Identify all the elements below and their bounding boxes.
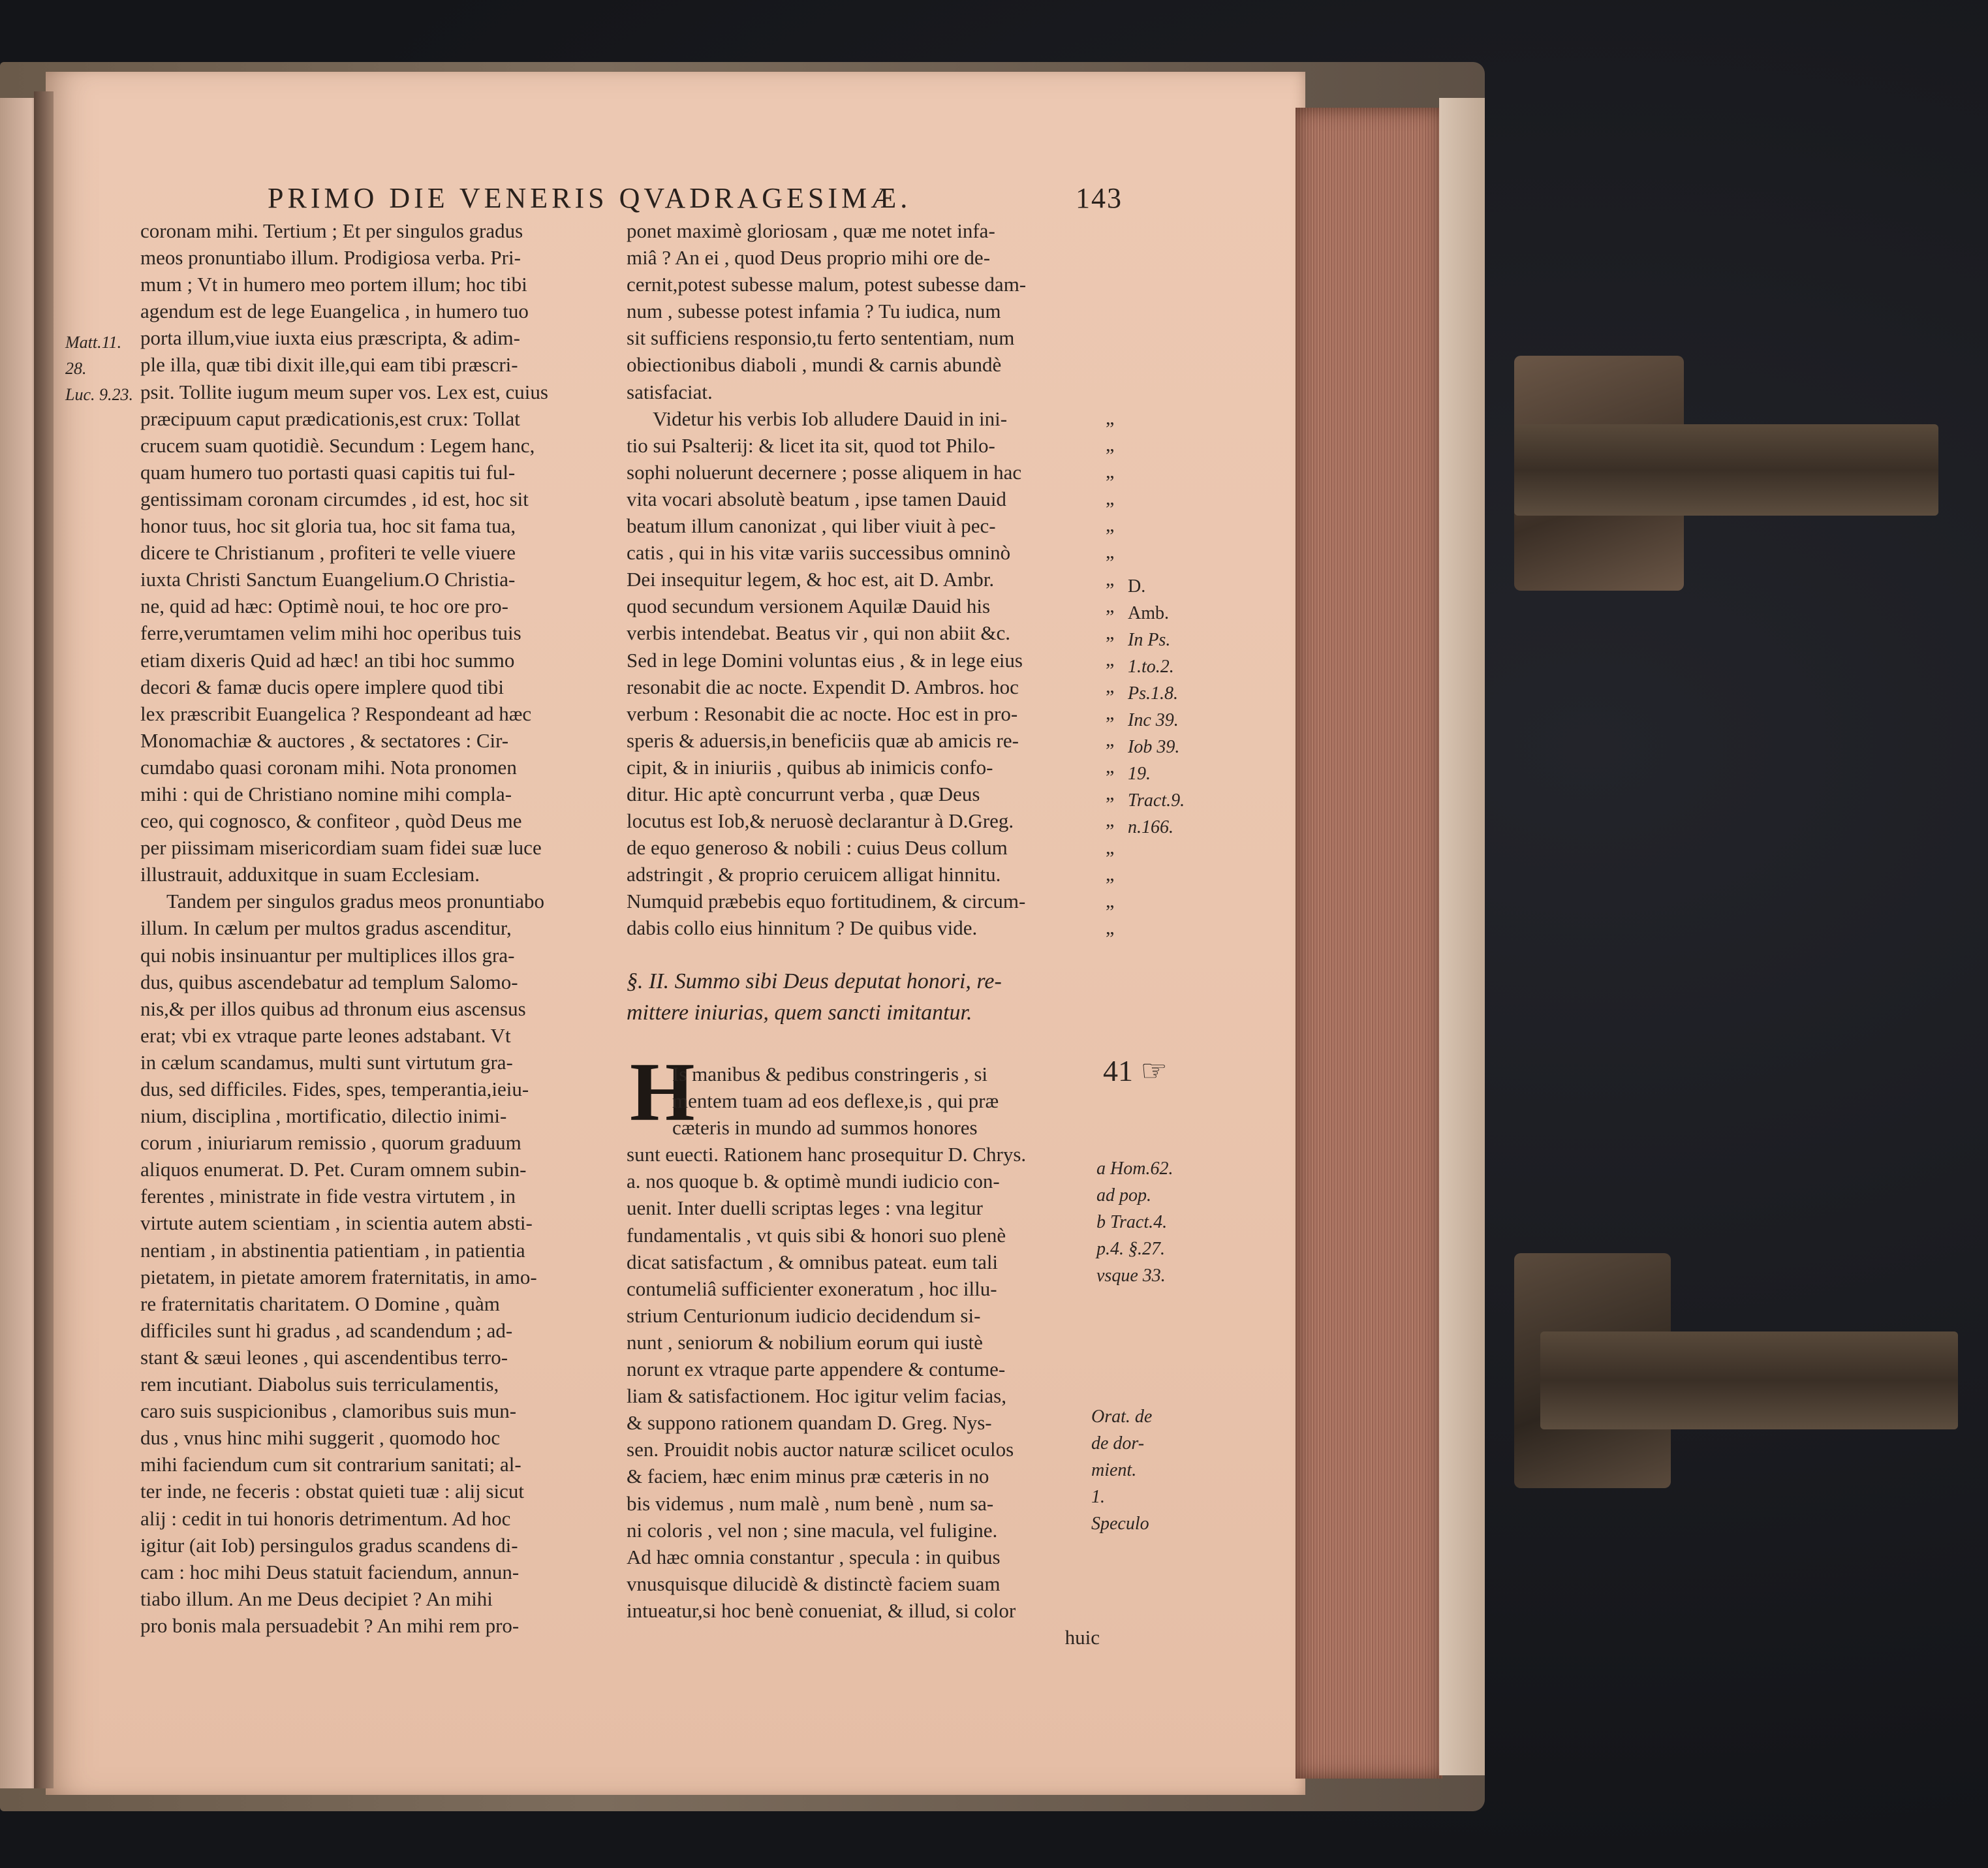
quote-mark: „ [1106, 756, 1115, 778]
quote-mark: „ [1106, 595, 1115, 617]
text-line: adstringit , & proprio ceruicem alligat hinnitu. [627, 863, 1001, 886]
text-line: obiectionibus diaboli , mundi & carnis abundè [627, 353, 1002, 377]
text-line: Ad hæc omnia constantur , specula : in quibus [627, 1545, 1001, 1568]
text-line: tio sui Psalterij: & licet ita sit, quod tot Philo- [627, 433, 995, 457]
top-clasp-bar [1514, 424, 1938, 516]
text-line: Videtur his verbis Iob alludere Dauid in ini- [653, 407, 1008, 430]
text-line: caro suis suspicionibus , clamoribus suis mun- [140, 1399, 517, 1423]
text-line: pietatem, in pietate amorem fraternitatis, in amo- [140, 1265, 537, 1288]
text-line: nis,& per illos quibus ad thronum eius ascensus [140, 997, 526, 1020]
text-line: a. nos quoque b. & optimè mundi iudicio con- [627, 1170, 1000, 1193]
text-line: catis , qui in his vitæ variis successibus omninò [627, 541, 1011, 565]
text-line: ter inde, ne feceris : obstat quieti tuæ : alij sicut [140, 1480, 524, 1503]
text-line: qui nobis insinuantur per multiplices illos gra- [140, 943, 515, 967]
text-line: cernit,potest subesse malum, potest subesse dam- [627, 273, 1027, 296]
quote-mark: „ [1106, 488, 1115, 510]
margin-note: de dor- [1091, 1433, 1145, 1454]
text-line: & faciem, hæc enim minus præ cæteris in no [627, 1465, 989, 1488]
section-heading-line2: mittere iniurias, quem sancti imitantur. [627, 1001, 972, 1025]
text-line: locutus est Iob,& neruosè declarantur à D.Greg. [627, 809, 1014, 833]
left-text-column [140, 217, 610, 1640]
text-line: iuxta Christi Sanctum Euangelium.O Christia- [140, 568, 516, 591]
running-header [268, 181, 1123, 214]
text-line: bis videmus , num malè , num benè , num sa- [627, 1491, 994, 1515]
margin-note: Ps.1.8. [1128, 683, 1178, 704]
margin-note: b Tract.4. [1096, 1212, 1168, 1232]
text-line: contumeliâ sufficienter exoneratum , hoc illu- [627, 1277, 997, 1300]
section-heading-line1: §. II. Summo sibi Deus deputat honori, re- [627, 969, 1002, 993]
text-line: stant & sæui leones , qui ascendentibus terro- [140, 1345, 508, 1369]
text-line: Sed in lege Domini voluntas eius , & in lege eius [627, 648, 1023, 672]
text-line: Is manibus & pedibus constringeris , si [672, 1063, 988, 1085]
text-line: Numquid præbebis equo fortitudinem, & circum- [627, 890, 1026, 913]
text-line: dabis collo eius hinnitum ? De quibus vide. [627, 916, 978, 940]
text-line: ceo, qui cognosco, & confiteor , quòd Deus me [140, 809, 522, 833]
text-line: cipit, & in iniuriis , quibus ab inimicis confo- [627, 755, 993, 779]
margin-note: Inc 39. [1128, 710, 1179, 730]
text-line: lex præscribit Euangelica ? Respondeant ad hæc [140, 702, 532, 725]
text-line: agendum est de lege Euangelica , in humero tuo [140, 300, 529, 323]
text-line: strium Centurionum iudicio decidendum si- [627, 1303, 981, 1327]
text-line: satisfaciat. [627, 380, 713, 403]
text-line: ferre,verumtamen velim mihi hoc operibus tuis [140, 621, 521, 645]
text-line: dicat satisfactum , & omnibus pateat. eum tali [627, 1250, 999, 1273]
quote-mark: „ [1106, 783, 1115, 805]
left-page-sliver [0, 98, 39, 1788]
text-line: virtute autem scientiam , in scientia autem absti- [140, 1211, 533, 1235]
margin-note: 28. [65, 359, 87, 378]
running-title: PRIMO DIE VENERIS QVADRAGESIMÆ. [268, 182, 912, 214]
quote-mark: „ [1106, 863, 1115, 885]
text-line: illustrauit, adduxitque in suam Ecclesiam. [140, 863, 480, 886]
section-heading [627, 966, 1110, 1029]
quote-mark: „ [1106, 729, 1115, 751]
right-margin-notes-top [1128, 573, 1213, 841]
text-line: mum ; Vt in humero meo portem illum; hoc tibi [140, 273, 527, 296]
text-line: dus, quibus ascendebatur ad templum Salomo- [140, 970, 518, 993]
drop-cap: H [630, 1046, 695, 1138]
text-line: norunt ex vtraque parte appendere & contume- [627, 1358, 1006, 1381]
text-line: Tandem per singulos gradus meos pronuntiabo [166, 890, 544, 913]
text-line: difficiles sunt hi gradus , ad scandendum ; ad- [140, 1318, 513, 1342]
quote-mark: „ [1106, 916, 1115, 939]
text-line: vita vocari absolutè beatum , ipse tamen Dauid [627, 487, 1006, 510]
margin-note: Luc. 9.23. [65, 385, 133, 404]
text-line: porta illum,viue iuxta eius præscripta, & adim- [140, 326, 520, 350]
text-line: nunt , seniorum & nobilium eorum qui iustè [627, 1330, 983, 1354]
text-line: liam & satisfactionem. Hoc igitur velim facias, [627, 1384, 1006, 1408]
text-line: cam : hoc mihi Deus statuit faciendum, annun- [140, 1560, 520, 1583]
quote-mark: „ [1106, 407, 1115, 429]
quote-mark: „ [1106, 702, 1115, 724]
text-line: verbum : Resonabit die ac nocte. Hoc est in pro- [627, 702, 1018, 725]
text-line: crucem suam quotidiè. Secundum : Legem hanc, [140, 433, 535, 457]
text-line: verbis intendebat. Beatus vir , qui non abiit &c. [627, 621, 1011, 645]
text-line: vnusquisque dilucidè & distinctè faciem suam [627, 1572, 1001, 1595]
text-line: dus , vnus hinc mihi suggerit , quomodo hoc [140, 1426, 501, 1450]
text-line: miâ ? An ei , quod Deus proprio mihi ore de- [627, 246, 991, 270]
text-line: cæteris in mundo ad summos honores [672, 1116, 978, 1140]
text-line: meos pronuntiabo illum. Prodigiosa verba. Pri- [140, 246, 521, 270]
margin-note: Orat. de [1091, 1407, 1153, 1427]
text-line: gentissimam coronam circumdes , id est, hoc sit [140, 487, 529, 510]
margin-note: ad pop. [1096, 1185, 1151, 1206]
text-line: honor tuus, hoc sit gloria tua, hoc sit fama tua, [140, 514, 516, 538]
quote-mark: „ [1106, 434, 1115, 456]
text-line: igitur (ait Iob) persingulos gradus scandens di- [140, 1533, 518, 1557]
quote-mark: „ [1106, 568, 1115, 590]
text-line: ditur. Hic aptè concurrunt verba , quæ Deus [627, 782, 980, 805]
text-line: ponet maximè gloriosam , quæ me notet infa- [627, 219, 995, 242]
text-line: ferentes , ministrate in fide vestra virtutem , in [140, 1185, 516, 1208]
margin-note: Speculo [1091, 1514, 1149, 1534]
text-line: quod secundum versionem Aquilæ Dauid his [627, 595, 991, 618]
text-line: cumdabo quasi coronam mihi. Nota pronomen [140, 755, 517, 779]
text-line: mentem tuam ad eos deflexe,is , qui præ [672, 1089, 999, 1113]
text-line: sophi noluerunt decernere ; posse aliquem in hac [627, 460, 1022, 484]
text-line: alij : cedit in tui honoris detrimentum. Ad hoc [140, 1506, 511, 1530]
margin-note: Iob 39. [1128, 737, 1180, 757]
text-line: huic [1064, 1625, 1100, 1649]
text-line: intueatur,si hoc benè conueniat, & illud, si color [627, 1598, 1016, 1622]
margin-note: a Hom.62. [1096, 1159, 1173, 1179]
margin-note: 1.to.2. [1128, 657, 1174, 677]
quote-mark: „ [1106, 541, 1115, 563]
text-line: erat; vbi ex vtraque parte leones adstabant. Vt [140, 1023, 511, 1047]
quote-mark: „ [1106, 621, 1115, 644]
text-line: num , subesse potest infamia ? Tu iudica, num [627, 300, 1001, 323]
text-line: speris & aduersis,in beneficiis quæ ab amicis re- [627, 728, 1019, 752]
text-line: mihi faciendum cum sit contrarium sanitati; al- [140, 1453, 521, 1476]
text-line: fundamentalis , vt quis sibi & honori suo plenè [627, 1223, 1006, 1247]
text-line: de equo generoso & nobili : cuius Deus collum [627, 836, 1008, 860]
margin-note: n.166. [1128, 817, 1173, 837]
text-line: nium, disciplina , mortificatio, dilectio inimi- [140, 1104, 507, 1128]
bottom-clasp-bar [1540, 1331, 1958, 1429]
text-line: resonabit die ac nocte. Expendit D. Ambros. hoc [627, 675, 1019, 698]
text-line: Monomachiæ & auctores , & sectatores : Cir- [140, 728, 509, 752]
right-text-column-top [627, 217, 1106, 940]
quote-mark: „ [1106, 648, 1115, 670]
text-line: quam humero tuo portasti quasi capitis tui ful- [140, 460, 516, 484]
left-margin-notes [65, 330, 150, 408]
text-line: illum. In cælum per multos gradus ascenditur, [140, 916, 512, 940]
margin-note: Amb. [1128, 603, 1169, 623]
page-number: 143 [1076, 182, 1123, 214]
text-line: etiam dixeris Quid ad hæc! an tibi hoc summo [140, 648, 515, 672]
text-line: re fraternitatis charitatem. O Domine , quàm [140, 1292, 500, 1315]
text-line: per piissimam misericordiam suam fidei suæ luce [140, 836, 542, 860]
margin-note: 1. [1091, 1487, 1105, 1507]
page-fore-edge [1296, 108, 1442, 1779]
text-line: uenit. Inter duelli scriptas leges : vna legitur [627, 1196, 983, 1220]
text-line: ne, quid ad hæc: Optimè noui, te hoc ore pro- [140, 595, 508, 618]
quote-mark: „ [1106, 461, 1115, 483]
page-edge-side [1439, 98, 1485, 1775]
text-line: rem incutiant. Diabolus suis terriculamentis, [140, 1373, 499, 1396]
text-line: præcipuum caput prædicationis,est crux: Tollat [140, 407, 520, 430]
text-line: coronam mihi. Tertium ; Et per singulos gradus [140, 219, 523, 242]
right-margin-notes-bottom-2 [1091, 1403, 1196, 1537]
section-number-note: 41 ☞ [1103, 1054, 1168, 1087]
right-margin-notes-bottom [1096, 1155, 1194, 1289]
text-line: mihi : qui de Christiano nomine mihi compla- [140, 782, 512, 805]
text-line: sit sufficiens responsio,tu ferto sententiam, num [627, 326, 1015, 350]
text-line: aliquos enumerat. D. Pet. Curam omnem subin- [140, 1158, 527, 1181]
text-line: in cælum scandamus, multi sunt virtutum gra- [140, 1050, 513, 1074]
margin-note: mient. [1091, 1460, 1137, 1480]
text-line: tiabo illum. An me Deus decipiet ? An mihi [140, 1587, 493, 1610]
text-line: sen. Prouidit nobis auctor naturæ scilicet oculos [627, 1438, 1014, 1461]
margin-note: D. [1128, 576, 1146, 597]
margin-note: In Ps. [1128, 630, 1171, 650]
text-line: ni coloris , vel non ; sine macula, vel fuligine. [627, 1518, 998, 1542]
quote-mark: „ [1106, 890, 1115, 912]
text-line: nentiam , in abstinentia patientiam , in patientia [140, 1238, 525, 1262]
text-line: corum , iniuriarum remissio , quorum graduum [140, 1131, 521, 1155]
text-line: dicere te Christianum , profiteri te velle viuere [140, 541, 516, 565]
text-line: decori & famæ ducis opere implere quod tibi [140, 675, 504, 698]
quote-mark: „ [1106, 675, 1115, 697]
margin-note: 19. [1128, 764, 1151, 784]
right-text-column-bottom [627, 1061, 1100, 1713]
text-line: beatum illum canonizat , qui liber viuit à pec- [627, 514, 996, 538]
margin-note: p.4. §.27. [1096, 1239, 1165, 1259]
margin-note: vsque 33. [1096, 1266, 1166, 1286]
text-line: pro bonis mala persuadebit ? An mihi rem pro- [140, 1613, 520, 1637]
page-gutter [34, 91, 54, 1788]
text-line: sunt euecti. Rationem hanc prosequitur D. Chrys. [627, 1143, 1027, 1166]
margin-note: Matt.11. [65, 333, 122, 352]
text-line: psit. Tollite iugum meum super vos. Lex est, cuius [140, 380, 548, 403]
text-line: ple illa, quæ tibi dixit ille,qui eam tibi præscri- [140, 353, 518, 377]
text-line: dus, sed difficiles. Fides, spes, temperantia,ieiu- [140, 1078, 529, 1100]
quote-mark: „ [1106, 836, 1115, 858]
text-line: Dei insequitur legem, & hoc est, ait D. Ambr. [627, 568, 995, 591]
quote-mark: „ [1106, 809, 1115, 832]
quote-mark: „ [1106, 514, 1115, 537]
text-line: & suppono rationem quandam D. Greg. Nys- [627, 1411, 992, 1435]
margin-note: Tract.9. [1128, 790, 1185, 811]
